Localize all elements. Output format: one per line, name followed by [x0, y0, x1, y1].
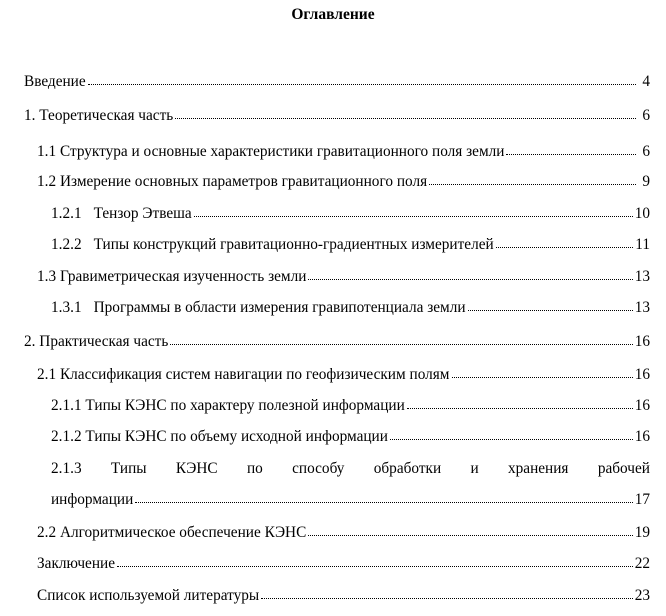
dot-leader — [117, 565, 633, 567]
toc-page-number: 17 — [634, 491, 650, 508]
toc-entry-label: Введение — [24, 73, 86, 90]
toc-entry[interactable] — [37, 366, 650, 384]
toc-entry-number: 1.3.1 — [51, 299, 82, 316]
dot-leader — [407, 407, 633, 409]
toc-entry[interactable] — [37, 268, 650, 286]
toc-entry-justified-line[interactable] — [51, 460, 650, 478]
toc-entry[interactable] — [37, 524, 650, 542]
toc-word: Типы — [110, 460, 147, 477]
toc-page-number: 23 — [634, 587, 650, 604]
toc-word: обработки — [373, 460, 442, 477]
dot-leader — [88, 83, 636, 85]
toc-page-number: 6 — [642, 107, 650, 124]
dot-leader — [429, 183, 636, 185]
toc-entry[interactable] — [51, 428, 650, 446]
toc-entry[interactable] — [37, 173, 650, 191]
toc-entry-text: Типы конструкций гравитационно-градиентных измерителей — [93, 236, 494, 253]
toc-entry-number: 1.2.1 — [51, 205, 82, 222]
toc-entry-label: Заключение — [37, 555, 116, 572]
toc-page-number: 19 — [634, 524, 650, 541]
toc-entry-label: 1.1 Структура и основные характеристики гравитационного поля земли — [37, 143, 505, 160]
toc-word: хранения — [508, 460, 569, 477]
toc-entry[interactable] — [51, 397, 650, 415]
dot-leader — [261, 597, 633, 599]
toc-page-number: 16 — [634, 333, 650, 350]
dot-leader — [308, 534, 632, 536]
toc-word: 2.1.3 — [51, 460, 82, 477]
toc-entry[interactable] — [51, 299, 650, 317]
toc-entry[interactable] — [24, 107, 650, 125]
toc-entry-label: 2.1.1 Типы КЭНС по характеру полезной информации — [51, 397, 405, 414]
toc-word: рабочей — [597, 460, 650, 477]
toc-entry[interactable] — [51, 491, 650, 509]
toc-entry-label: 1. Теоретическая часть — [24, 107, 174, 124]
toc-page-number: 13 — [634, 268, 650, 285]
toc-page-number: 22 — [634, 555, 650, 572]
dot-leader — [506, 153, 636, 155]
dot-leader — [496, 246, 634, 248]
toc-entry[interactable] — [51, 205, 650, 223]
toc-page-number: 6 — [642, 143, 650, 160]
toc-word: способу — [292, 460, 345, 477]
toc-entry-label: 2.2 Алгоритмическое обеспечение КЭНС — [37, 524, 307, 541]
dot-leader — [452, 376, 633, 378]
toc-entry-label: 2.1 Классификация систем навигации по геофизическим полям — [37, 366, 450, 383]
toc-page-number: 4 — [642, 73, 650, 90]
toc-page-number: 16 — [634, 397, 650, 414]
toc-entry-label — [51, 299, 466, 317]
toc-page-number: 16 — [634, 428, 650, 445]
dot-leader — [468, 309, 633, 311]
toc-title: Оглавление — [291, 6, 375, 23]
toc-entry-label: 1.3 Гравиметрическая изученность земли — [37, 268, 307, 285]
toc-entry[interactable] — [24, 333, 650, 351]
toc-entry-label — [51, 236, 494, 254]
toc-entry-label: Список используемой литературы — [37, 587, 260, 604]
toc-page-number: 16 — [634, 366, 650, 383]
toc-entry-number: 1.2.2 — [51, 236, 82, 253]
toc-entry-label: 1.2 Измерение основных параметров гравитационного поля — [37, 173, 428, 190]
toc-word: КЭНС — [175, 460, 218, 477]
toc-entry[interactable] — [37, 143, 650, 161]
toc-entry-text: Программы в области измерения гравипотенциала земли — [93, 299, 466, 316]
dot-leader — [135, 501, 632, 503]
toc-page-number: 13 — [634, 299, 650, 316]
toc-entry[interactable] — [24, 73, 650, 91]
toc-entry-label: 2.1.2 Типы КЭНС по объему исходной информации — [51, 428, 388, 445]
toc-entry-label — [51, 205, 192, 223]
toc-page-number: 9 — [642, 173, 650, 190]
toc-entry[interactable] — [37, 555, 650, 573]
dot-leader — [175, 117, 636, 119]
toc-entry[interactable] — [37, 587, 650, 605]
dot-leader — [390, 438, 633, 440]
toc-page-number: 11 — [635, 236, 650, 253]
toc-entry-text: Тензор Этвеша — [93, 205, 192, 222]
toc-word: и — [470, 460, 479, 477]
toc-word: по — [246, 460, 263, 477]
toc-page-number: 10 — [634, 205, 650, 222]
dot-leader — [308, 278, 632, 280]
toc-entry[interactable] — [51, 236, 650, 254]
dot-leader — [170, 343, 632, 345]
dot-leader — [194, 215, 633, 217]
toc-entry-label: информации — [51, 491, 134, 508]
toc-entry-label: 2. Практическая часть — [24, 333, 169, 350]
